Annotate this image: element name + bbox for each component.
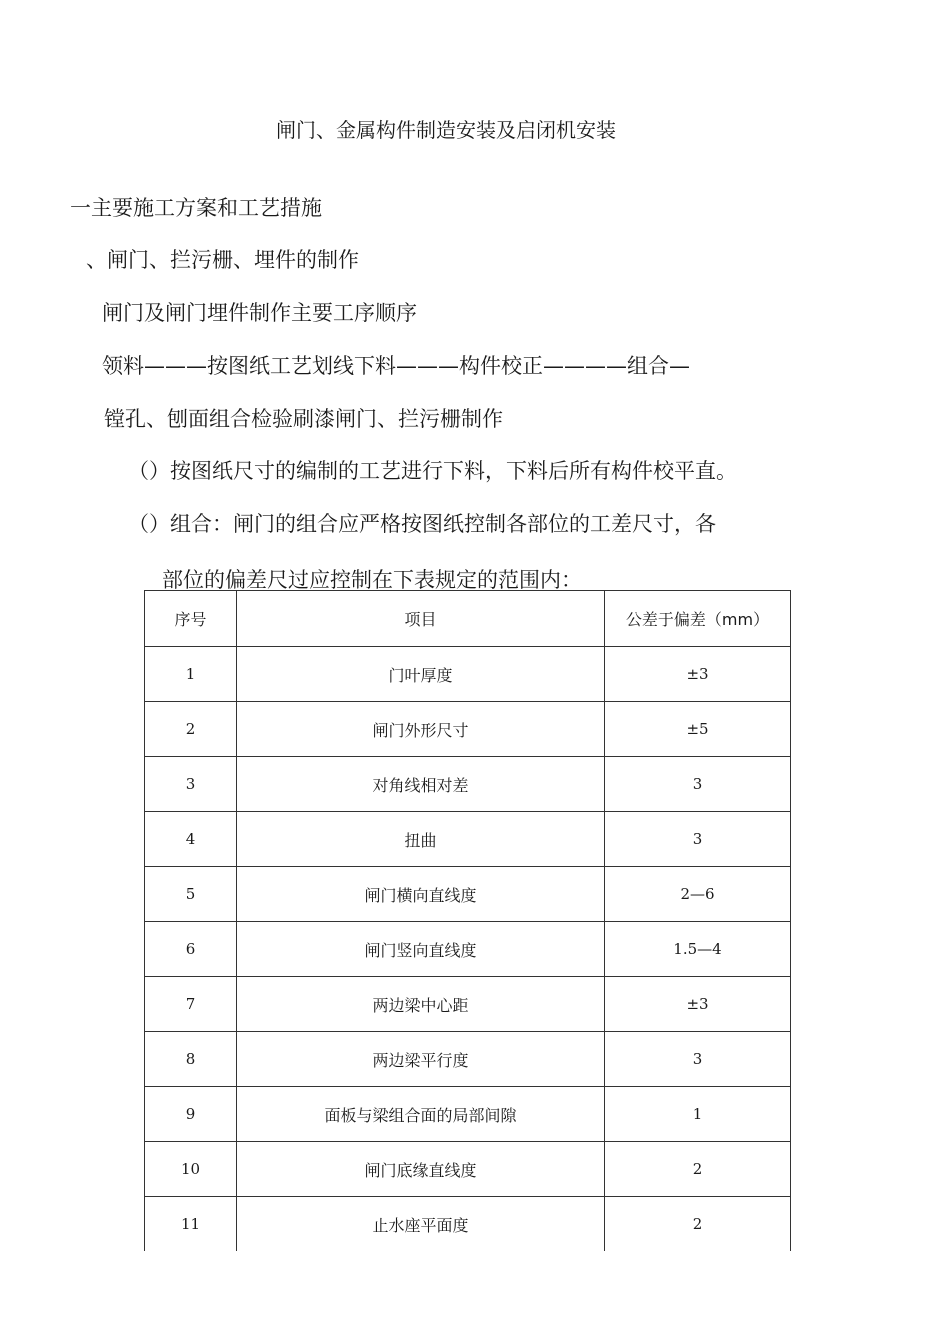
cell-no: 1 — [145, 647, 237, 702]
cell-tolerance: 3 — [605, 757, 791, 812]
cell-no: 3 — [145, 757, 237, 812]
cell-tolerance: ±5 — [605, 702, 791, 757]
cell-no: 6 — [145, 922, 237, 977]
section-heading: 一主要施工方案和工艺措施 — [70, 196, 322, 220]
cell-item: 扭曲 — [237, 812, 605, 867]
cell-item: 面板与梁组合面的局部间隙 — [237, 1087, 605, 1142]
cell-item: 两边梁平行度 — [237, 1032, 605, 1087]
cell-item: 两边梁中心距 — [237, 977, 605, 1032]
paragraph-process-flow: 领料———按图纸工艺划线下料———构件校正————组合— — [102, 354, 690, 378]
cell-item: 闸门底缘直线度 — [237, 1142, 605, 1197]
cell-no: 9 — [145, 1087, 237, 1142]
cell-tolerance: 2 — [605, 1142, 791, 1197]
cell-tolerance: 1.5—4 — [605, 922, 791, 977]
cell-no: 10 — [145, 1142, 237, 1197]
cell-item: 门叶厚度 — [237, 647, 605, 702]
cell-tolerance: ±3 — [605, 977, 791, 1032]
table-row — [145, 757, 791, 812]
table-row — [145, 702, 791, 757]
cell-no: 2 — [145, 702, 237, 757]
cell-no: 8 — [145, 1032, 237, 1087]
paragraph-assembly-cont: 部位的偏差尺过应控制在下表规定的范围内： — [162, 568, 582, 592]
paragraph-assembly: （）组合：闸门的组合应严格按图纸控制各部位的工差尺寸，各 — [128, 512, 716, 536]
cell-tolerance: 2—6 — [605, 867, 791, 922]
table-row — [145, 922, 791, 977]
table-row — [145, 867, 791, 922]
document-title: 闸门、金属构件制造安装及启闭机安装 — [276, 118, 616, 142]
header-no: 序号 — [145, 591, 237, 647]
paragraph-cutting: （）按图纸尺寸的编制的工艺进行下料，下料后所有构件校平直。 — [128, 459, 737, 483]
table-header-row — [145, 591, 791, 647]
cell-item: 闸门竖向直线度 — [237, 922, 605, 977]
table-row — [145, 1087, 791, 1142]
table-row — [145, 1142, 791, 1197]
cell-tolerance: 3 — [605, 1032, 791, 1087]
cell-no: 7 — [145, 977, 237, 1032]
cell-item: 闸门横向直线度 — [237, 867, 605, 922]
subsection-heading: 、闸门、拦污栅、埋件的制作 — [86, 248, 359, 272]
tolerance-table — [144, 590, 791, 1251]
cell-tolerance: 3 — [605, 812, 791, 867]
table-row — [145, 647, 791, 702]
table-row — [145, 977, 791, 1032]
cell-no: 11 — [145, 1197, 237, 1252]
cell-item: 止水座平面度 — [237, 1197, 605, 1252]
cell-item: 闸门外形尺寸 — [237, 702, 605, 757]
header-tolerance: 公差于偏差（mm） — [605, 591, 791, 647]
header-item: 项目 — [237, 591, 605, 647]
paragraph-process-order: 闸门及闸门埋件制作主要工序顺序 — [102, 301, 417, 325]
cell-no: 5 — [145, 867, 237, 922]
cell-no: 4 — [145, 812, 237, 867]
cell-item: 对角线相对差 — [237, 757, 605, 812]
cell-tolerance: 1 — [605, 1087, 791, 1142]
paragraph-process-flow-cont: 镗孔、刨面组合检验刷漆闸门、拦污栅制作 — [104, 407, 503, 431]
table-row — [145, 812, 791, 867]
table-row — [145, 1032, 791, 1087]
cell-tolerance: 2 — [605, 1197, 791, 1252]
table-row — [145, 1197, 791, 1252]
cell-tolerance: ±3 — [605, 647, 791, 702]
